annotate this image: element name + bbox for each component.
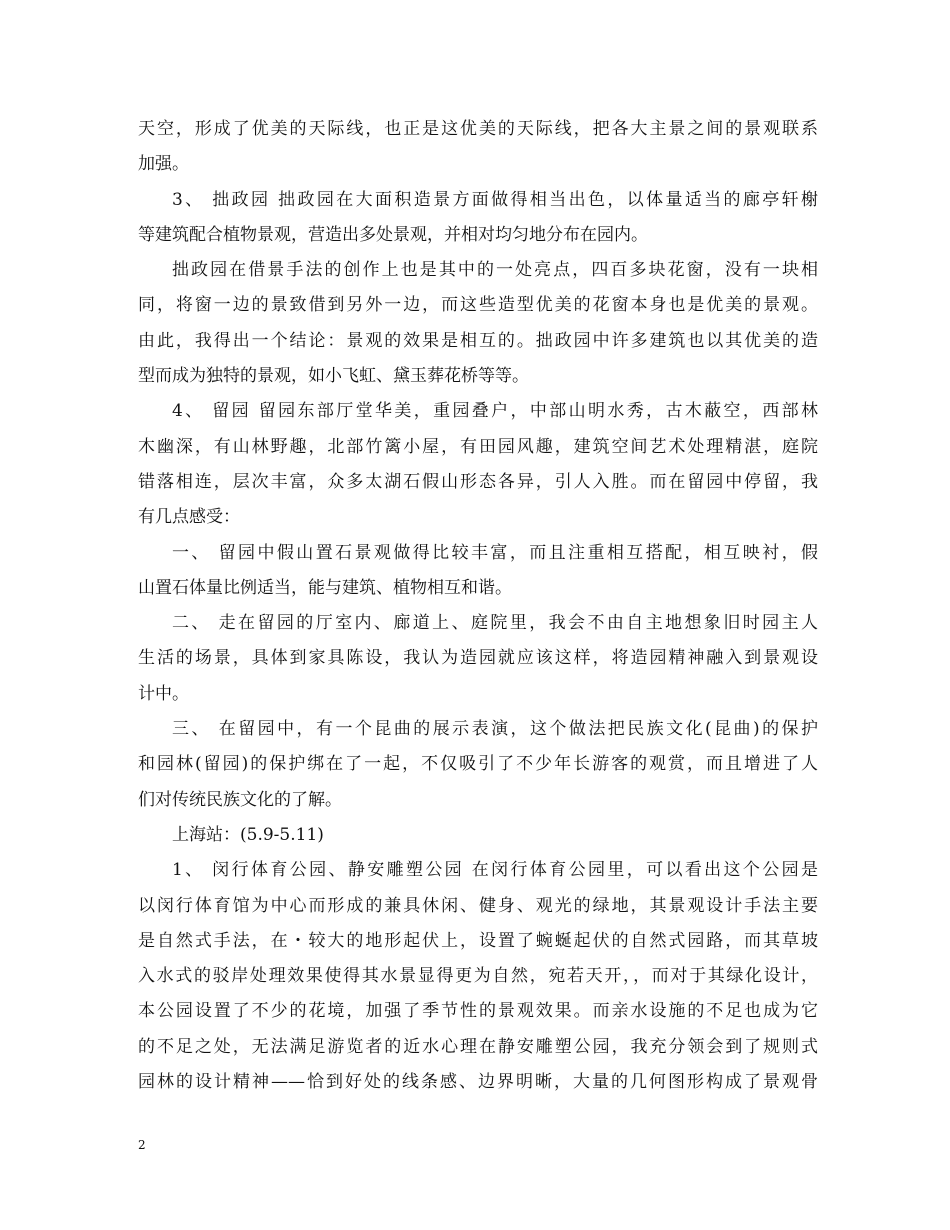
text-line: 4、 留园 留园东部厅堂华美，重园叠户，中部山明水秀，古木蔽空，西部林 [172,401,818,422]
text-line: 园林的设计精神——恰到好处的线条感、边界明晰，大量的几何图形构成了景观骨 [138,1072,818,1093]
text-line: 错落相连，层次丰富，众多太湖石假山形态各异，引人入胜。而在留园中停留，我 [138,471,818,492]
text-line: 二、 走在留园的厅室内、廊道上、庭院里，我会不由自主地想象旧时园主人 [172,613,818,634]
text-line: 木幽深，有山林野趣，北部竹篱小屋，有田园风趣，建筑空间艺术处理精湛，庭院 [138,436,818,457]
text-line: 的不足之处，无法满足游览者的近水心理在静安雕塑公园，我充分领会到了规则式 [138,1036,818,1057]
text-line: 以闵行体育馆为中心而形成的兼具休闲、健身、观光的绿地，其景观设计手法主要 [138,895,818,916]
text-line: 3、 拙政园 拙政园在大面积造景方面做得相当出色，以体量适当的廊亭轩榭 [172,189,818,210]
text-line: 上海站：(5.9-5.11) [172,824,324,845]
text-line: 本公园设置了不少的花境，加强了季节性的景观效果。而亲水设施的不足也成为它 [138,1001,818,1022]
body-text [138,112,818,1100]
text-line: 一、 留园中假山置石景观做得比较丰富，而且注重相互搭配，相互映衬，假 [172,542,818,563]
text-line: 型而成为独特的景观，如小飞虹、黛玉葬花桥等等。 [138,366,529,387]
text-line: 拙政园在借景手法的创作上也是其中的一处亮点，四百多块花窗，没有一块相 [172,260,818,281]
text-line: 入水式的驳岸处理效果使得其水景显得更为自然，宛若天开，，而对于其绿化设计， [138,966,818,987]
text-line: 1、 闵行体育公园、静安雕塑公园 在闵行体育公园里，可以看出这个公园是 [172,860,818,881]
text-line: 山置石体量比例适当，能与建筑、植物相互和谐。 [138,577,512,598]
text-line: 和园林(留园)的保护绑在了一起，不仅吸引了不少年长游客的观赏，而且增进了人 [138,754,818,775]
page-number: 2 [138,1138,146,1152]
text-line: 们对传统民族文化的了解。 [138,789,342,810]
text-line: 同，将窗一边的景致借到另外一边，而这些造型优美的花窗本身也是优美的景观。 [138,295,818,316]
text-line: 由此，我得出一个结论：景观的效果是相互的。拙政园中许多建筑也以其优美的造 [138,330,818,351]
text-line: 等建筑配合植物景观，营造出多处景观，并相对均匀地分布在园内。 [138,224,648,245]
text-line: 天空，形成了优美的天际线，也正是这优美的天际线，把各大主景之间的景观联系 [138,119,818,139]
text-line: 有几点感受： [138,507,240,528]
text-line: 是自然式手法，在・较大的地形起伏上，设置了蜿蜒起伏的自然式园路，而其草坡 [138,930,818,951]
text-line: 三、 在留园中，有一个昆曲的展示表演，这个做法把民族文化(昆曲)的保护 [172,719,818,740]
text-line: 生活的场景，具体到家具陈设，我认为造园就应该这样，将造园精神融入到景观设 [138,648,818,669]
text-line: 加强。 [138,154,189,175]
text-line: 计中。 [138,683,189,704]
